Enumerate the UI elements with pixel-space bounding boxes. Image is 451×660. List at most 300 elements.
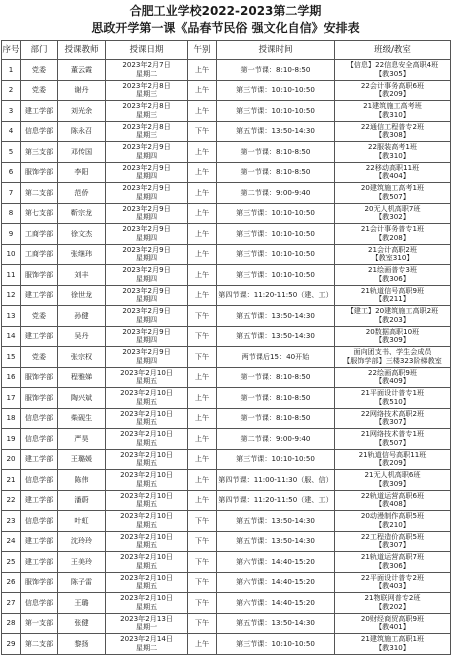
cell-number: 21 [2,470,21,491]
cell-teacher: 张宗权 [58,347,106,368]
cell-class [335,80,451,101]
table-row [2,613,451,634]
cell-number: 15 [2,347,21,368]
cell-department: 服饰学部 [21,572,58,593]
cell-department: 第三支部 [21,142,58,163]
date-text: 2023年2月10日 [120,552,173,562]
schedule-table [1,40,451,655]
cell-number: 17 [2,388,21,409]
cell-teacher: 沈玲玲 [58,531,106,552]
class-name: 22通信工程普专2班 [360,121,425,131]
cell-teacher: 徐文杰 [58,224,106,245]
cell-date [106,347,188,368]
cell-date [106,162,188,183]
cell-time: 第四节课：11:20-11:50（建、工） [217,285,335,306]
class-name: 【信息】22信息安全高职4班 [346,60,439,70]
table-row [2,183,451,204]
date-text: 2023年2月10日 [120,367,173,377]
classroom: 【教209】 [375,89,410,99]
cell-period: 下午 [188,306,217,327]
class-name: 21绘画普专3班 [367,265,417,275]
cell-date [106,634,188,655]
classroom: 【教306】 [375,273,410,283]
cell-class [335,388,451,409]
cell-teacher: 黎扬 [58,634,106,655]
class-name: 22移动高职11班 [365,162,420,172]
table-row [2,429,451,450]
cell-time: 第六节课：14:40-15:20 [217,593,335,614]
weekday-text: 星期五 [135,499,158,509]
cell-department: 第七支部 [21,203,58,224]
cell-teacher: 李阳 [58,162,106,183]
cell-date [106,613,188,634]
weekday-text: 星期五 [135,437,158,447]
cell-teacher: 徐世龙 [58,285,106,306]
cell-period: 下午 [188,531,217,552]
weekday-text: 星期五 [135,417,158,427]
cell-class [335,449,451,470]
cell-number: 19 [2,429,21,450]
date-text: 2023年2月9日 [122,142,171,152]
cell-period: 下午 [188,121,217,142]
date-text: 2023年2月9日 [122,224,171,234]
date-text: 2023年2月13日 [120,613,173,623]
cell-date [106,265,188,286]
cell-teacher: 陈伟 [58,470,106,491]
cell-department: 工商学部 [21,244,58,265]
cell-department: 党委 [21,306,58,327]
classroom: 【教208】 [375,232,410,242]
weekday-text: 星期三 [135,109,158,119]
class-name: 21会计事务普专1班 [360,224,425,234]
cell-class [335,470,451,491]
date-text: 2023年2月10日 [120,490,173,500]
cell-teacher: 陶兴斌 [58,388,106,409]
cell-department: 信息学部 [21,121,58,142]
cell-period: 上午 [188,183,217,204]
date-text: 2023年2月10日 [120,449,173,459]
classroom: 【教403】 [375,581,410,591]
cell-number: 6 [2,162,21,183]
cell-number: 26 [2,572,21,593]
classroom: 【教211】 [375,294,410,304]
cell-time: 第六节课：14:40-15:20 [217,572,335,593]
document-title: 合肥工业学校2022-2023第二学期 [129,4,322,18]
cell-teacher: 严昊 [58,429,106,450]
cell-period: 上午 [188,449,217,470]
cell-department: 服饰学部 [21,265,58,286]
cell-number: 23 [2,511,21,532]
cell-period: 上午 [188,490,217,511]
table-row [2,388,451,409]
table-row [2,306,451,327]
cell-department: 建工学部 [21,449,58,470]
cell-class [335,531,451,552]
table-row [2,449,451,470]
table-body [2,60,451,655]
column-header-teacher: 授课教师 [58,41,106,60]
cell-class [335,306,451,327]
cell-period: 下午 [188,593,217,614]
cell-department: 工商学部 [21,224,58,245]
cell-date [106,511,188,532]
cell-period: 上午 [188,224,217,245]
cell-period: 上午 [188,101,217,122]
table-row [2,224,451,245]
table-row [2,634,451,655]
table-row [2,572,451,593]
class-name: 20动漫制作高职5班 [360,511,425,521]
cell-time: 第三节课：10:10-10:50 [217,244,335,265]
weekday-text: 星期四 [135,355,158,365]
table-row [2,203,451,224]
cell-date [106,531,188,552]
table-row [2,244,451,265]
cell-number: 24 [2,531,21,552]
class-name: 22会计事务高职6班 [360,80,425,90]
cell-date [106,285,188,306]
document-subtitle: 思政开学第一课《品春节民俗 强文化自信》安排表 [91,21,360,35]
cell-class [335,552,451,573]
cell-teacher: 张继玮 [58,244,106,265]
class-name: 22轨道运营高职6班 [360,490,425,500]
cell-department: 党委 [21,80,58,101]
class-name: 21轨道运营高职7班 [360,552,425,562]
cell-department: 党委 [21,347,58,368]
cell-class [335,60,451,81]
classroom: 【服饰学部】三楼323阶梯教室 [343,355,442,365]
cell-class [335,572,451,593]
weekday-text: 星期五 [135,519,158,529]
cell-class [335,183,451,204]
weekday-text: 星期四 [135,314,158,324]
date-text: 2023年2月8日 [122,80,171,90]
cell-class [335,326,451,347]
cell-period: 上午 [188,367,217,388]
cell-date [106,470,188,491]
cell-number: 4 [2,121,21,142]
weekday-text: 星期五 [135,601,158,611]
cell-period: 上午 [188,470,217,491]
date-text: 2023年2月10日 [120,408,173,418]
table-row [2,285,451,306]
date-text: 2023年2月7日 [122,60,171,70]
table-row [2,408,451,429]
cell-number: 27 [2,593,21,614]
class-name: 面向团支书、学生会成员 [353,347,432,357]
classroom: 【教302】 [375,212,410,222]
class-name: 22平面设计普专2班 [360,572,425,582]
table-row [2,367,451,388]
cell-date [106,367,188,388]
cell-time: 第二节课：9:00-9:40 [217,429,335,450]
cell-class [335,244,451,265]
weekday-text: 星期四 [135,171,158,181]
cell-number: 7 [2,183,21,204]
cell-class [335,634,451,655]
table-row [2,593,451,614]
cell-time: 第三节课：10:10-10:50 [217,224,335,245]
cell-class [335,285,451,306]
cell-class [335,203,451,224]
classroom: 【教209】 [375,458,410,468]
cell-number: 20 [2,449,21,470]
class-name: 21建筑施工高考班 [363,101,422,111]
weekday-text: 星期三 [135,89,158,99]
weekday-text: 星期四 [135,150,158,160]
classroom: 【教307】 [375,540,410,550]
cell-number: 14 [2,326,21,347]
cell-time: 第二节课：9:00-9:40 [217,183,335,204]
classroom: 【教307】 [375,417,410,427]
cell-date [106,183,188,204]
table-row [2,347,451,368]
table-row [2,552,451,573]
date-text: 2023年2月10日 [120,429,173,439]
cell-number: 12 [2,285,21,306]
date-text: 2023年2月9日 [122,203,171,213]
cell-teacher: 刘光余 [58,101,106,122]
table-row [2,121,451,142]
cell-department: 信息学部 [21,470,58,491]
weekday-text: 星期四 [135,335,158,345]
cell-teacher: 靳宗龙 [58,203,106,224]
table-row [2,326,451,347]
cell-class [335,101,451,122]
cell-period: 上午 [188,244,217,265]
cell-time: 第六节课：14:40-15:20 [217,552,335,573]
cell-number: 10 [2,244,21,265]
classroom: 【教310】 [375,150,410,160]
weekday-text: 星期五 [135,376,158,386]
classroom: 【教309】 [375,335,410,345]
cell-teacher: 陈子雷 [58,572,106,593]
column-header-date: 授课日期 [106,41,188,60]
cell-teacher: 邓传国 [58,142,106,163]
classroom: 【教408】 [375,499,410,509]
cell-department: 党委 [21,60,58,81]
table-row [2,60,451,81]
table-row [2,511,451,532]
cell-number: 8 [2,203,21,224]
cell-number: 29 [2,634,21,655]
date-text: 2023年2月10日 [120,470,173,480]
date-text: 2023年2月9日 [122,244,171,254]
cell-period: 上午 [188,142,217,163]
cell-period: 上午 [188,408,217,429]
cell-period: 下午 [188,511,217,532]
class-name: 21建筑施工高职1班 [360,634,425,644]
cell-date [106,80,188,101]
date-text: 2023年2月9日 [122,326,171,336]
cell-number: 25 [2,552,21,573]
cell-class [335,613,451,634]
cell-teacher: 刘丰 [58,265,106,286]
table-header-row [2,41,451,60]
cell-class [335,162,451,183]
cell-time: 第一节课：8:10-8:50 [217,162,335,183]
cell-number: 28 [2,613,21,634]
cell-teacher: 范侨 [58,183,106,204]
cell-date [106,203,188,224]
cell-period: 上午 [188,265,217,286]
column-header-number: 序号 [2,41,21,60]
cell-date [106,449,188,470]
cell-time: 第一节课：8:10-8:50 [217,388,335,409]
cell-time: 第五节课：13:50-14:30 [217,531,335,552]
cell-period: 上午 [188,80,217,101]
date-text: 2023年2月10日 [120,511,173,521]
cell-teacher: 孙健 [58,306,106,327]
cell-teacher: 王美玲 [58,552,106,573]
weekday-text: 星期四 [135,273,158,283]
cell-time: 第五节课：13:50-14:30 [217,511,335,532]
cell-department: 建工学部 [21,531,58,552]
cell-class [335,490,451,511]
weekday-text: 星期五 [135,458,158,468]
cell-teacher: 王璐媛 [58,449,106,470]
class-name: 20数据高职10班 [365,326,420,336]
cell-period: 上午 [188,203,217,224]
cell-time: 第五节课：13:50-14:30 [217,121,335,142]
cell-time: 第三节课：10:10-10:50 [217,634,335,655]
date-text: 2023年2月8日 [122,101,171,111]
classroom: 【教409】 [375,376,410,386]
table-row [2,531,451,552]
column-header-period: 午别 [188,41,217,60]
cell-date [106,142,188,163]
class-name: 21轨道信号高职11班 [358,449,427,459]
cell-time: 第三节课：10:10-10:50 [217,101,335,122]
cell-time: 第三节课：10:10-10:50 [217,80,335,101]
classroom: 【教202】 [375,601,410,611]
cell-teacher: 柴砚生 [58,408,106,429]
class-name: 20无人机高职7班 [364,203,421,213]
classroom: 【教510】 [375,396,410,406]
cell-class [335,408,451,429]
cell-number: 5 [2,142,21,163]
cell-time: 第四节课：11:20-11:50（建、工） [217,490,335,511]
weekday-text: 星期四 [135,232,158,242]
table-row [2,265,451,286]
cell-date [106,121,188,142]
classroom: 【教401】 [375,622,410,632]
cell-class [335,224,451,245]
classroom: 【教308】 [375,130,410,140]
cell-number: 11 [2,265,21,286]
weekday-text: 星期四 [135,294,158,304]
cell-number: 3 [2,101,21,122]
cell-department: 第一支部 [21,613,58,634]
weekday-text: 星期五 [135,396,158,406]
cell-time: 第一节课：8:10-8:50 [217,367,335,388]
cell-department: 信息学部 [21,511,58,532]
cell-time: 第三节课：10:10-10:50 [217,203,335,224]
class-name: 22网络技术高职2班 [360,408,425,418]
weekday-text: 星期五 [135,540,158,550]
cell-teacher: 陈永召 [58,121,106,142]
cell-period: 下午 [188,326,217,347]
cell-period: 上午 [188,60,217,81]
classroom: 【教310】 [375,109,410,119]
class-name: 22绘画高职9班 [367,367,417,377]
date-text: 2023年2月9日 [122,285,171,295]
cell-time: 两节课后15：40开始 [217,347,335,368]
cell-number: 18 [2,408,21,429]
cell-number: 16 [2,367,21,388]
cell-time: 第三节课：10:10-10:50 [217,449,335,470]
weekday-text: 星期三 [135,130,158,140]
class-name: 21网络技术普专1班 [360,429,425,439]
cell-time: 第一节课：8:10-8:50 [217,408,335,429]
cell-period: 下午 [188,572,217,593]
class-name: 22服装高考1班 [367,142,417,152]
cell-class [335,429,451,450]
column-header-time: 授课时间 [217,41,335,60]
cell-date [106,552,188,573]
cell-date [106,326,188,347]
cell-department: 信息学部 [21,593,58,614]
table-row [2,101,451,122]
cell-time: 第五节课：13:50-14:30 [217,613,335,634]
cell-date [106,306,188,327]
table-row [2,470,451,491]
cell-department: 建工学部 [21,326,58,347]
weekday-text: 星期四 [135,253,158,263]
cell-class [335,121,451,142]
cell-period: 上午 [188,634,217,655]
cell-teacher: 张健 [58,613,106,634]
cell-department: 建工学部 [21,285,58,306]
cell-period: 上午 [188,429,217,450]
date-text: 2023年2月9日 [122,347,171,357]
cell-class [335,367,451,388]
table-row [2,162,451,183]
cell-time: 第一节课：8:10-8:50 [217,142,335,163]
cell-teacher: 谢丹 [58,80,106,101]
date-text: 2023年2月8日 [122,121,171,131]
date-text: 2023年2月14日 [120,634,173,644]
date-text: 2023年2月10日 [120,572,173,582]
cell-department: 第二支部 [21,634,58,655]
cell-period: 上午 [188,388,217,409]
class-name: 20建筑施工高考1班 [360,183,425,193]
date-text: 2023年2月9日 [122,265,171,275]
cell-period: 下午 [188,613,217,634]
date-text: 2023年2月10日 [120,531,173,541]
classroom: 【教室310】 [371,253,414,263]
classroom: 【教305】 [375,68,410,78]
class-name: 20财经商贸高职9班 [360,613,425,623]
cell-number: 9 [2,224,21,245]
class-name: 21轨道信号高职9班 [360,285,425,295]
cell-department: 建工学部 [21,490,58,511]
classroom: 【教203】 [375,314,410,324]
classroom: 【教310】 [375,642,410,652]
classroom: 【教404】 [375,171,410,181]
table-row [2,490,451,511]
column-header-class: 班级/教室 [335,41,451,60]
cell-class [335,142,451,163]
weekday-text: 星期二 [135,68,158,78]
weekday-text: 星期五 [135,478,158,488]
cell-class [335,347,451,368]
cell-date [106,593,188,614]
classroom: 【教306】 [375,560,410,570]
column-header-department: 部门 [21,41,58,60]
weekday-text: 星期一 [135,622,158,632]
cell-teacher: 潘蔚 [58,490,106,511]
